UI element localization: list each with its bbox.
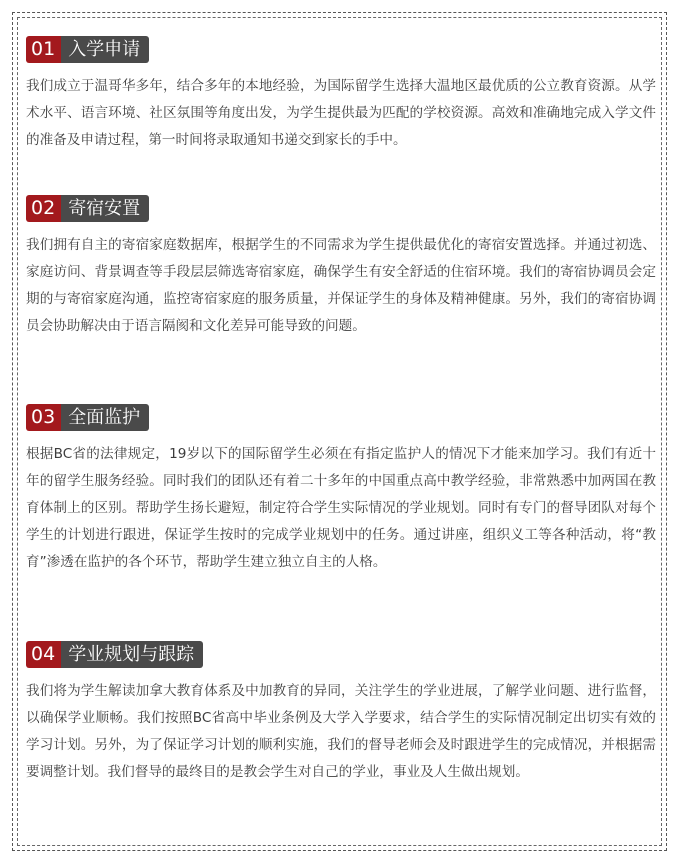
section-heading — [26, 36, 149, 63]
section-title: 寄宿安置 — [61, 195, 149, 222]
section-number: 01 — [26, 36, 61, 63]
section-guardianship — [26, 404, 656, 576]
section-title: 全面监护 — [61, 404, 149, 431]
section-title: 入学申请 — [61, 36, 149, 63]
section-body: 我们成立于温哥华多年，结合多年的本地经验，为国际留学生选择大温地区最优质的公立教育资源。从学术水平、语言环境、社区氛围等角度出发，为学生提供最为匹配的学校资源。高效和准确地完成入学文件的准备及申请过程，第一时间将录取通知书递交到家长的手中。 — [26, 78, 656, 148]
section-heading — [26, 641, 203, 668]
section-admission — [26, 36, 656, 154]
section-number: 03 — [26, 404, 61, 431]
section-body: 根据BC省的法律规定，19岁以下的国际留学生必须在有指定监护人的情况下才能来加学习。我们有近十年的留学生服务经验。同时我们的团队还有着二十多年的中国重点高中教学经验，非常熟悉中加两国在教育体制上的区别。帮助学生扬长避短，制定符合学生实际情况的学业规划。同时有专门的督导团队对每个学生的计划进行跟进，保证学生按时的完成学业规划中的任务。通过讲座，组织义工等各种活动，将“教育”渗透在监护的各个环节，帮助学生建立独立自主的人格。 — [26, 446, 656, 570]
section-heading — [26, 195, 149, 222]
section-title: 学业规划与跟踪 — [61, 641, 203, 668]
section-number: 04 — [26, 641, 61, 668]
section-body: 我们将为学生解读加拿大教育体系及中加教育的异同，关注学生的学业进展，了解学业问题、进行监督，以确保学业顺畅。我们按照BC省高中毕业条例及大学入学要求，结合学生的实际情况制定出切实有效的学习计划。另外，为了保证学习计划的顺利实施，我们的督导老师会及时跟进学生的完成情况，并根据需要调整计划。我们督导的最终目的是教会学生对自己的学业，事业及人生做出规划。 — [26, 683, 656, 780]
section-number: 02 — [26, 195, 61, 222]
section-body: 我们拥有自主的寄宿家庭数据库，根据学生的不同需求为学生提供最优化的寄宿安置选择。并通过初选、家庭访问、背景调查等手段层层筛选寄宿家庭，确保学生有安全舒适的住宿环境。我们的寄宿协调员会定期的与寄宿家庭沟通，监控寄宿家庭的服务质量，并保证学生的身体及精神健康。另外，我们的寄宿协调员会协助解决由于语言隔阂和文化差异可能导致的问题。 — [26, 237, 656, 334]
section-homestay — [26, 195, 656, 340]
section-heading — [26, 404, 149, 431]
section-academic-planning — [26, 641, 656, 786]
